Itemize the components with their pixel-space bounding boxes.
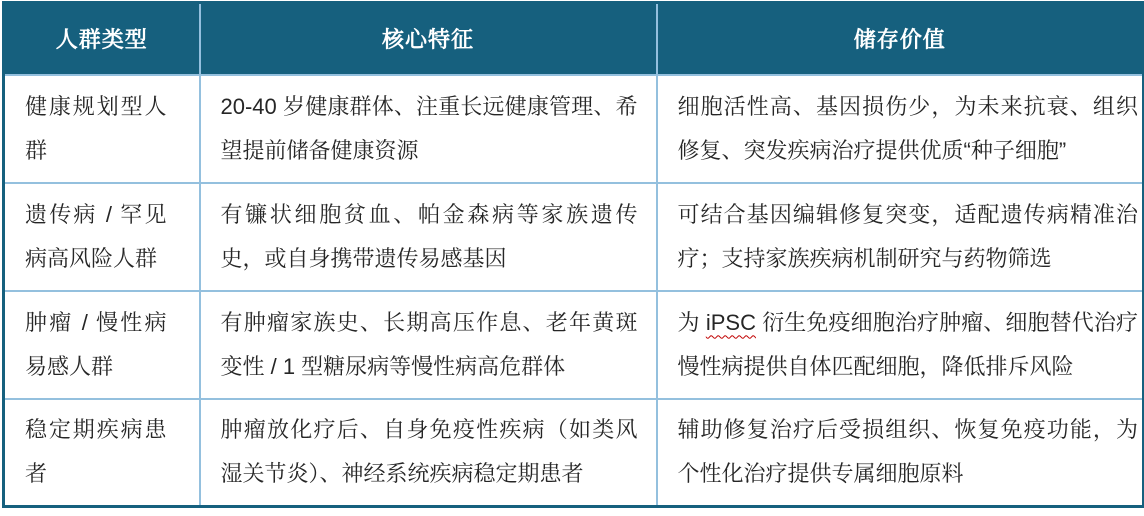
cell-storage-value [657, 291, 1144, 399]
value-text-prefix: 为 [677, 309, 706, 335]
col-header-population-type: 人群类型 [4, 3, 200, 75]
cell-population-type: 健康规划型人群 [4, 75, 200, 183]
cell-population-type: 稳定期疾病患者 [4, 399, 200, 507]
table-row-healthy-planners [4, 75, 1144, 183]
table-row-genetic-risk [4, 183, 1144, 291]
population-table [2, 1, 1144, 508]
cell-core-features: 肿瘤放化疗后、自身免疫性疾病（如类风湿关节炎）、神经系统疾病稳定期患者 [200, 399, 657, 507]
cell-population-type: 遗传病 / 罕见病高风险人群 [4, 183, 200, 291]
header-row [4, 3, 1144, 75]
cell-population-type: 肿瘤 / 慢性病易感人群 [4, 291, 200, 399]
value-text-suffix: 衍生免疫细胞治疗肿瘤、细胞替代治疗慢性病提供自体匹配细胞，降低排斥风险 [677, 309, 1138, 379]
cell-core-features: 有肿瘤家族史、长期高压作息、老年黄斑变性 / 1 型糖尿病等慢性病高危群体 [200, 291, 657, 399]
table-row-stable-patients [4, 399, 1144, 507]
cell-core-features: 有镰状细胞贫血、帕金森病等家族遗传史，或自身携带遗传易感基因 [200, 183, 657, 291]
cell-storage-value: 细胞活性高、基因损伤少，为未来抗衰、组织修复、突发疾病治疗提供优质“种子细胞” [657, 75, 1144, 183]
table-row-tumor-chronic-risk [4, 291, 1144, 399]
cell-storage-value: 可结合基因编辑修复突变，适配遗传病精准治疗；支持家族疾病机制研究与药物筛选 [657, 183, 1144, 291]
cell-storage-value: 辅助修复治疗后受损组织、恢复免疫功能，为个性化治疗提供专属细胞原料 [657, 399, 1144, 507]
cell-core-features: 20-40 岁健康群体、注重长远健康管理、希望提前储备健康资源 [200, 75, 657, 183]
col-header-core-features: 核心特征 [200, 3, 657, 75]
spellcheck-word-ipsc: iPSC [705, 309, 756, 335]
col-header-storage-value: 储存价值 [657, 3, 1144, 75]
